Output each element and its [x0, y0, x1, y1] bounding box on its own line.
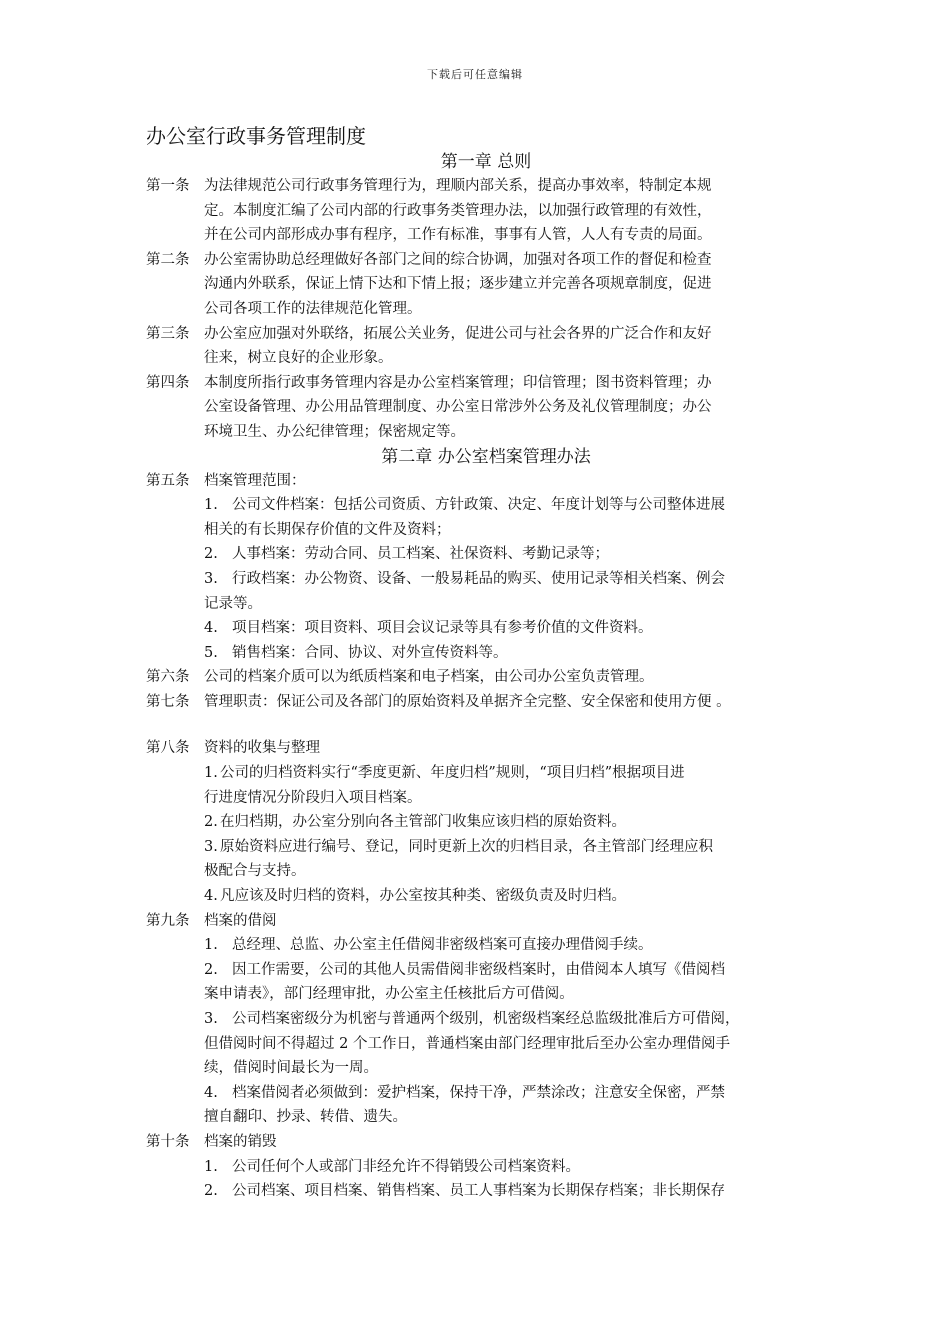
article-5	[146, 469, 826, 494]
list-index: 1.	[204, 1158, 218, 1175]
document-title: 办公室行政事务管理制度	[146, 124, 366, 148]
article-text-line: 并在公司内部形成办事有程序，工作有标准，事事有人管，人人有专责的局面。	[204, 227, 712, 244]
list-index: 1.	[204, 937, 218, 954]
article-text-line: 公室设备管理、办公用品管理制度、办公室日常涉外公务及礼仪管理制度；办公	[204, 399, 712, 416]
list-item-text: 人事档案：劳动合同、员工档案、社保资料、考勤记录等；	[232, 546, 609, 563]
list-index: 3.	[204, 838, 218, 855]
list-index: 2.	[204, 1183, 218, 1200]
article-number: 第十条	[146, 1133, 190, 1150]
article-text: 档案的销毁	[204, 1133, 277, 1150]
list-item	[204, 1007, 826, 1081]
article-text-line: 为法律规范公司行政事务管理行为，理顺内部关系，提高办事效率，特制定本规	[204, 178, 712, 194]
article-number: 第四条	[146, 374, 190, 391]
list-item-text: 但借阅时间不得超过 2 个工作日，普通档案由部门经理审批后至办公室办理借阅手	[204, 1035, 730, 1052]
list-item-text: 项目档案：项目资料、项目会议记录等具有参考价值的文件资料。	[232, 620, 653, 637]
list-item	[204, 1155, 826, 1180]
article-text-line: 沟通内外联系，保证上情下达和下情上报；逐步建立并完善各项规章制度，促进	[204, 276, 712, 293]
article-text: 档案的借阅	[204, 912, 277, 929]
list-item-text: 案申请表》，部门经理审批，办公室主任核批后方可借阅。	[204, 986, 574, 1003]
article-3	[146, 322, 826, 371]
list-item-text: 因工作需要，公司的其他人员需借阅非密级档案时，由借阅本人填写《借阅档	[232, 961, 725, 978]
list-item	[204, 884, 826, 909]
article-text: 公司的档案介质可以为纸质档案和电子档案，由公司办公室负责管理。	[204, 669, 654, 686]
article-text-line: 往来，树立良好的企业形象。	[204, 350, 393, 367]
list-item-text: 公司文件档案：包括公司资质、方针政策、决定、年度计划等与公司整体进展	[232, 497, 725, 514]
list-item-text: 极配合与支持。	[204, 863, 306, 880]
list-index: 2.	[204, 546, 218, 563]
list-item	[204, 641, 826, 666]
article-10	[146, 1130, 826, 1155]
list-item	[204, 542, 826, 567]
article-9	[146, 909, 826, 934]
list-item	[204, 958, 826, 1007]
list-index: 3.	[204, 1011, 218, 1027]
list-item	[204, 1081, 826, 1130]
article-text-line: 定。本制度汇编了公司内部的行政事务类管理办法，以加强行政管理的有效性，	[204, 202, 712, 219]
document-body	[146, 150, 826, 1204]
list-item-text: 凡应该及时归档的资料，办公室按其种类、密级负责及时归档。	[220, 888, 626, 905]
list-item	[204, 933, 826, 958]
list-item-text: 行进度情况分阶段归入项目档案。	[204, 789, 422, 806]
list-index: 4.	[204, 888, 218, 905]
list-index: 4.	[204, 620, 218, 637]
blank-line	[146, 714, 826, 736]
article-text: 资料的收集与整理	[204, 740, 320, 757]
list-item-text: 擅自翻印、抄录、转借、遗失。	[204, 1109, 407, 1126]
article-text-line: 办公室需协助总经理做好各部门之间的综合协调，加强对各项工作的督促和检查	[204, 251, 712, 268]
list-item	[204, 761, 826, 810]
article-text: 档案管理范围：	[204, 472, 306, 489]
list-item-text: 总经理、总监、办公室主任借阅非密级档案可直接办理借阅手续。	[232, 937, 653, 954]
article-8	[146, 736, 826, 761]
article-text-line: 环境卫生、办公纪律管理；保密规定等。	[204, 423, 465, 440]
list-index: 2.	[204, 961, 218, 978]
article-text-line: 办公室应加强对外联络，拓展公关业务，促进公司与社会各界的广泛合作和友好	[204, 325, 712, 342]
article-7	[146, 690, 826, 715]
article-number: 第六条	[146, 669, 190, 686]
list-item-text: 记录等。	[204, 595, 262, 612]
list-item-text: 在归档期，办公室分别向各主管部门收集应该归档的原始资料。	[220, 814, 626, 831]
article-number: 第三条	[146, 325, 190, 342]
article-2	[146, 248, 826, 322]
list-index: 3.	[204, 570, 218, 587]
header-note: 下载后可任意编辑	[427, 68, 523, 81]
article-text: 管理职责：保证公司及各部门的原始资料及单据齐全完整、安全保密和使用方便 。	[204, 693, 731, 710]
list-item-text: 公司任何个人或部门非经允许不得销毁公司档案资料。	[232, 1158, 580, 1175]
list-item-text: 行政档案：办公物资、设备、一般易耗品的购买、使用记录等相关档案、例会	[232, 570, 725, 587]
article-text-line: 本制度所指行政事务管理内容是办公室档案管理；印信管理；图书资料管理；办	[204, 374, 712, 391]
list-item-text: 档案借阅者必须做到：爱护档案，保持干净，严禁涂改；注意安全保密，严禁	[232, 1084, 725, 1101]
article-1	[146, 174, 826, 248]
list-item	[204, 493, 826, 542]
article-number: 第一条	[146, 178, 190, 194]
list-index: 5.	[204, 644, 218, 661]
list-index: 2.	[204, 814, 218, 831]
list-item-text: 公司档案密级分为机密与普通两个级别，机密级档案经总监级批准后方可借阅，	[232, 1011, 740, 1027]
list-item	[204, 1179, 826, 1204]
list-item-text: 公司档案、项目档案、销售档案、员工人事档案为长期保存档案；非长期保存	[232, 1183, 725, 1200]
list-item-text: 相关的有长期保存价值的文件及资料；	[204, 521, 451, 538]
list-item	[204, 567, 826, 616]
article-number: 第五条	[146, 472, 190, 489]
list-item	[204, 835, 826, 884]
article-6	[146, 665, 826, 690]
list-item-text: 续，借阅时间最长为一周。	[204, 1060, 378, 1077]
list-item-text: 公司的归档资料实行“季度更新、年度归档”规则，“项目归档”根据项目进	[220, 765, 685, 782]
article-number: 第七条	[146, 693, 190, 710]
chapter-1-title: 第一章 总则	[440, 152, 532, 172]
list-item	[204, 810, 826, 835]
article-4	[146, 371, 826, 445]
chapter-2-title: 第二章 办公室档案管理办法	[381, 446, 591, 467]
list-index: 1.	[204, 497, 218, 514]
list-index: 1.	[204, 765, 218, 782]
list-item-text: 销售档案：合同、协议、对外宣传资料等。	[232, 644, 508, 661]
article-number: 第九条	[146, 912, 190, 929]
article-number: 第八条	[146, 740, 190, 757]
list-index: 4.	[204, 1084, 218, 1101]
list-item	[204, 616, 826, 641]
list-item-text: 原始资料应进行编号、登记，同时更新上次的归档目录，各主管部门经理应积	[220, 838, 713, 855]
article-text-line: 公司各项工作的法律规范化管理。	[204, 300, 422, 317]
article-number: 第二条	[146, 251, 190, 268]
